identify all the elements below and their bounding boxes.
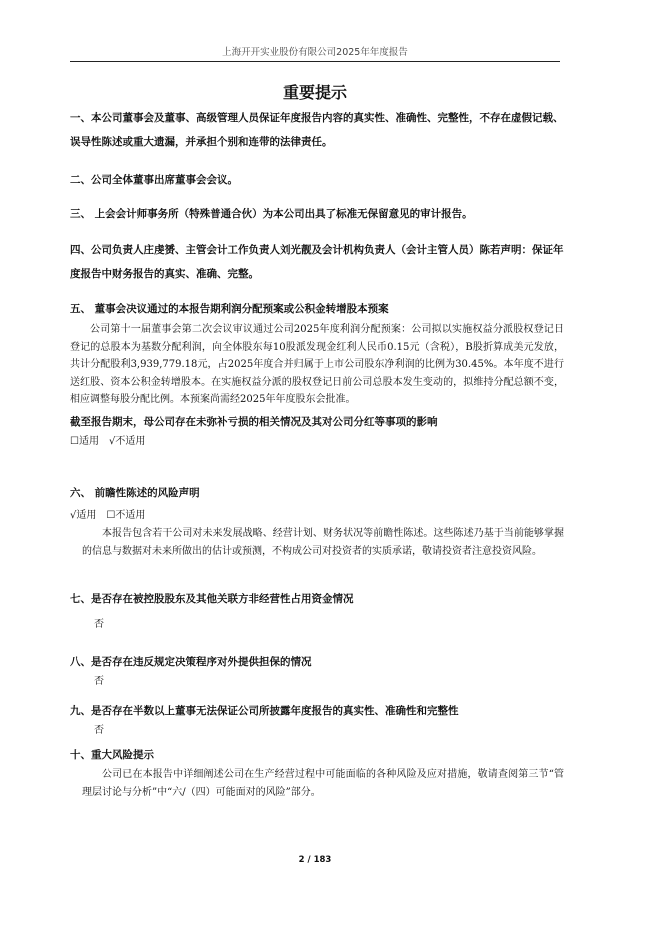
- header-divider: [70, 61, 560, 62]
- section-6-heading: 六、 前瞻性陈述的风险声明: [70, 487, 200, 499]
- option-applicable: ☐适用: [70, 435, 99, 447]
- section-7: [70, 588, 564, 634]
- section-8-answer: 否: [94, 676, 104, 687]
- section-2: [70, 169, 564, 191]
- option-not-applicable: ☐不适用: [106, 510, 146, 521]
- section-5-heading: 五、 董事会决议通过的本报告期利润分配预案或公积金转增股本预案: [70, 303, 389, 315]
- section-6-body: 本报告包含若干公司对未来发展战略、经营计划、财务状况等前瞻性陈述。这些陈述乃基于当前能够掌握的信息与数据对未来所做出的估计或预测，不构成公司对投资者的实质承诺，敬请投资者注意投资风险。: [82, 528, 564, 557]
- section-2-text: 二、公司全体董事出席董事会会议。: [70, 174, 238, 186]
- section-5-body: 公司第十一届董事会第二次会议审议通过公司2025年度利润分配预案：公司拟以实施权益分派股权登记日登记的总股本为基数分配利润，向全体股东每10股派发现金红利人民币0.15元（含税），B股折算成美元发放，共计分配股利3,939,779.18元，占2025年度合并归属于上市公司股东净利润的比例为30.45%。本年度不进行送红股、资本公积金转增股本。在实施权益分派的股权登记日前公司总股本发生变动的，拟维持分配总额不变，相应调整每股分配比例。本预案尚需经2025年年度股东会批准。: [70, 324, 564, 405]
- section-10: [70, 744, 564, 801]
- option-not-applicable: √不适用: [108, 435, 146, 447]
- section-1: [70, 106, 564, 154]
- section-5: [70, 298, 564, 451]
- page-title: 重要提示: [282, 83, 347, 102]
- section-9: [70, 700, 564, 740]
- section-10-heading: 十、重大风险提示: [70, 749, 154, 761]
- section-6-applicability: [70, 507, 564, 525]
- section-6: [70, 482, 564, 560]
- section-9-answer: 否: [94, 725, 104, 736]
- section-4: [70, 238, 564, 286]
- section-8-heading: 八、是否存在违反规定决策程序对外提供担保的情况: [70, 656, 312, 668]
- section-7-answer: 否: [94, 619, 104, 630]
- section-5-applicability: [70, 433, 564, 451]
- section-4-text: 四、公司负责人庄虔赟、主管会计工作负责人刘光靓及会计机构负责人（会计主管人员）陈若声明：保证年度报告中财务报告的真实、准确、完整。: [70, 244, 564, 280]
- section-9-heading: 九、是否存在半数以上董事无法保证公司所披露年度报告的真实性、准确性和完整性: [70, 705, 459, 717]
- section-3-text: 三、 上会会计师事务所（特殊普通合伙）为本公司出具了标准无保留意见的审计报告。: [70, 208, 473, 220]
- section-5-sub-heading: 截至报告期末，母公司存在未弥补亏损的相关情况及其对公司分红等事项的影响: [70, 415, 438, 428]
- running-header: 上海开开实业股份有限公司2025年年度报告: [222, 47, 408, 58]
- section-8: [70, 651, 564, 691]
- page-number: 2 / 183: [298, 855, 332, 865]
- section-7-heading: 七、是否存在被控股股东及其他关联方非经营性占用资金情况: [70, 593, 354, 605]
- section-10-body: 公司已在本报告中详细阐述公司在生产经营过程中可能面临的各种风险及应对措施，敬请查阅第三节“管理层讨论与分析”中“六/（四）可能面对的风险”部分。: [82, 769, 564, 798]
- section-3: [70, 203, 564, 225]
- section-1-text: 一、本公司董事会及董事、高级管理人员保证年度报告内容的真实性、准确性、完整性，不存在虚假记载、误导性陈述或重大遗漏，并承担个别和连带的法律责任。: [70, 112, 564, 148]
- option-applicable: √适用: [70, 510, 97, 521]
